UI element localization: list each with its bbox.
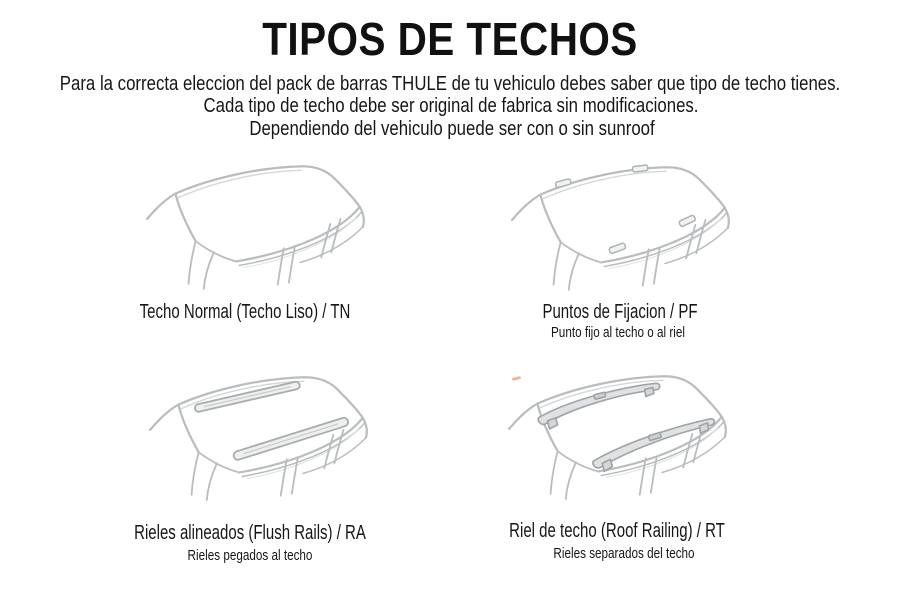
- roof-type-sublabel-rt: Rieles separados del techo: [553, 545, 695, 562]
- roof-type-label-ra: Rieles alineados (Flush Rails) / RA: [134, 522, 366, 544]
- roof-type-label-tn: Techo Normal (Techo Liso) / TN: [139, 301, 351, 323]
- intro-line-1: Para la correcta eleccion del pack de barras THULE de tu vehiculo debes saber que tipo de techo tienes.: [59, 73, 841, 95]
- roof-type-label-pf: Puntos de Fijacion / PF: [542, 301, 698, 323]
- page-title-text: TIPOS DE TECHOS: [262, 13, 638, 65]
- roof-type-sublabel-ra: Rieles pegados al techo: [187, 547, 313, 564]
- normal-smooth-roof-illustration: [143, 160, 381, 292]
- intro-line-2: Cada tipo de techo debe ser original de fabrica sin modificaciones.: [203, 95, 699, 117]
- page-title: [237, 15, 664, 65]
- roof-type-label-rt: Riel de techo (Roof Railing) / RT: [509, 520, 725, 542]
- raised-roof-railing-illustration: [505, 370, 743, 502]
- flush-rails-roof-illustration: [146, 371, 384, 503]
- fixed-point-roof-illustration: [508, 161, 746, 293]
- intro-line-3: Dependiendo del vehiculo puede ser con o sin sunroof: [249, 118, 655, 140]
- raised-rails: [538, 383, 714, 471]
- roof-type-sublabel-pf: Punto fijo al techo o al riel: [551, 324, 685, 341]
- flush-rails: [194, 381, 349, 461]
